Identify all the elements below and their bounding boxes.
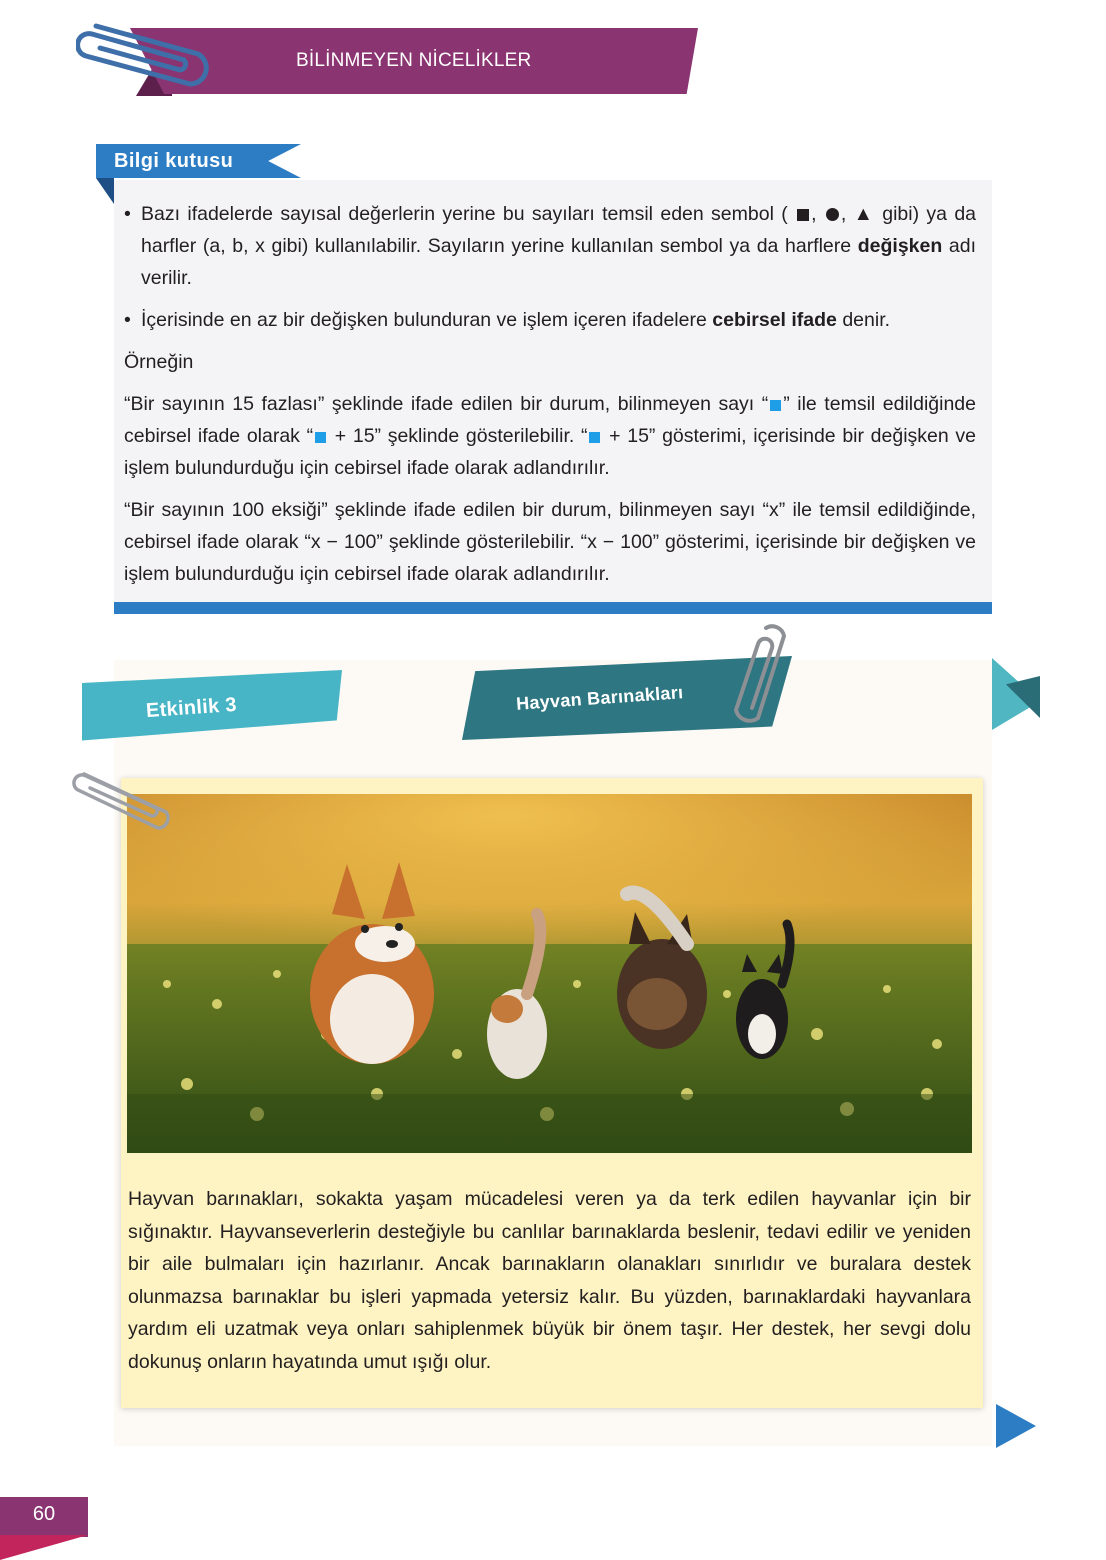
page-number-tail bbox=[0, 1535, 88, 1560]
next-arrow-icon bbox=[996, 1404, 1036, 1448]
example-label: Örneğin bbox=[124, 351, 194, 373]
example-paragraph-2: “Bir sayının 100 eksiği” şeklinde ifade edilen bir durum, bilinmeyen sayı “x” ile temsil edildiğinde, cebirsel ifade olarak “x − 100” şeklinde gösterilebilir. “x − 100” gösterimi, içerisinde bir değişken ve işlem bulundurduğu için cebirsel ifade olarak adlandırılır. bbox=[124, 499, 976, 585]
info-bullet-2: • İçerisinde en az bir değişken bulunduran ve işlem içeren ifadelere cebirsel ifade denir. bbox=[124, 304, 976, 336]
paperclip-icon bbox=[728, 622, 798, 732]
activity-text: Hayvan barınakları, sokakta yaşam mücadelesi veren ya da terk edilen hayvanlar için bir sığınaktır. Hayvanseverlerin desteğiyle bu canlılar barınaklarda beslenir, tedavi edilir ve yeniden bir aile bulmaları için hazırlanır. Ancak barınakların olanakları sınırlıdır ve buralara destek olunmazsa barınaklar bu işleri yapmada yetersiz kalır. Bu yüzden, barınaklardaki hayvanlara yardım eli uzatmak veya onları sahiplenmek büyük bir önem taşır. Her destek, her sevgi dolu dokunuş onların hayatında umut ışığı olur. bbox=[128, 1188, 971, 1373]
activity-title: Hayvan Barınakları bbox=[515, 682, 684, 714]
term-cebirsel-ifade: cebirsel ifade bbox=[712, 309, 837, 331]
example-paragraph-1: “Bir sayının 15 fazlası” şeklinde ifade edilen bir durum, bilinmeyen sayı “ ” ile temsil edildiğinde cebirsel ifade olarak “ + 15” şeklinde gösterilebilir. “ + 15” gösterimi, içerisinde bir değişken ve işlem bulundurduğu için cebirsel ifade olarak adlandırılır. bbox=[124, 393, 976, 479]
info-box-tab-fold bbox=[96, 178, 114, 204]
info-box-content bbox=[124, 198, 976, 600]
blue-square-icon bbox=[315, 432, 326, 443]
info-box-title: Bilgi kutusu bbox=[114, 150, 234, 172]
triangle-symbol-icon: ▲ bbox=[853, 203, 875, 225]
blue-square-icon bbox=[589, 432, 600, 443]
paperclip-icon bbox=[70, 760, 180, 830]
activity-label: Etkinlik 3 bbox=[145, 693, 238, 723]
term-degisken: değişken bbox=[857, 235, 943, 257]
blue-square-icon bbox=[770, 400, 781, 411]
circle-symbol-icon bbox=[826, 208, 839, 221]
bullet-dot: • bbox=[124, 309, 131, 331]
page-number: 60 bbox=[32, 1503, 56, 1525]
animals-photo bbox=[127, 794, 972, 1153]
square-symbol-icon bbox=[797, 209, 809, 221]
dogs-and-cats-in-meadow-image bbox=[127, 794, 972, 1153]
chapter-title: BİLİNMEYEN NİCELİKLER bbox=[296, 50, 532, 71]
info-box-bottom-bar bbox=[114, 602, 992, 614]
bullet-dot: • bbox=[124, 203, 131, 225]
info-bullet-1: • Bazı ifadelerde sayısal değerlerin yerine bu sayıları temsil eden sembol ( , , ▲ gibi) ya da harfler (a, b, x gibi) kullanılabilir. Sayıların yerine kullanılan sembol ya da harflere değişken adı verilir. bbox=[124, 198, 976, 294]
paperclip-icon bbox=[76, 22, 226, 92]
